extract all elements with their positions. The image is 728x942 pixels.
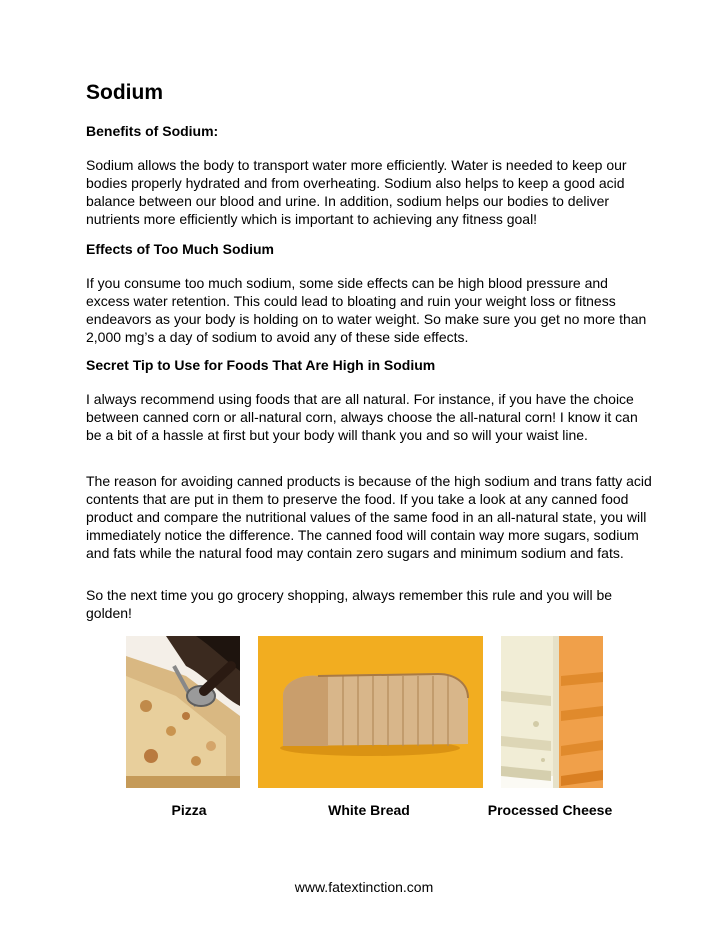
page-title: Sodium [86,81,163,104]
section-heading-benefits: Benefits of Sodium: [86,123,219,139]
section-heading-secret-tip: Secret Tip to Use for Foods That Are High in Sodium [86,357,436,373]
white-bread-photo [258,636,483,788]
paragraph-grocery-rule: So the next time you go grocery shopping, always remember this rule and you will be golden! [86,587,613,621]
section-heading-effects: Effects of Too Much Sodium [86,241,274,257]
paragraph-canned-products: The reason for avoiding canned products is because of the high sodium and trans fatty acid contents that are put in them to preserve the food. If you take a look at any canned food product and compare the nutritional values of the same food in an all-natural state, you will immediately notice the difference. The canned food will contain way more sugars, sodium and fats while the natural food may contain zero sugars and minimum sodium and fats. [86,473,652,561]
paragraph-effects: If you consume too much sodium, some side effects can be high blood pressure and excess water retention. This could lead to bloating and ruin your weight loss or fitness endeavors as your body is holding on to water weight. So make sure you get no more than 2,000 mg’s a day of sodium to avoid any of these side effects. [86,275,647,345]
paragraph-benefits: Sodium allows the body to transport water more efficiently. Water is needed to keep our bodies properly hydrated and from overheating. Sodium also helps to keep a good acid balance between our blood and urine. In addition, sodium helps our bodies to deliver nutrients more efficiently which is important to achieving any fitness goal! [86,157,627,227]
footer-website: www.fatextinction.com [294,879,434,895]
caption-processed-cheese: Processed Cheese [487,802,613,818]
processed-cheese-photo [501,636,603,788]
paragraph-tip-natural: I always recommend using foods that are all natural. For instance, if you have the choice between canned corn or all-natural corn, always choose the all-natural corn! I know it can be a bit of a hassle at first but your body will thank you and so will your waist line. [86,391,638,443]
pizza-photo [126,636,240,788]
caption-pizza: Pizza [171,802,207,818]
caption-white-bread: White Bread [328,802,410,818]
